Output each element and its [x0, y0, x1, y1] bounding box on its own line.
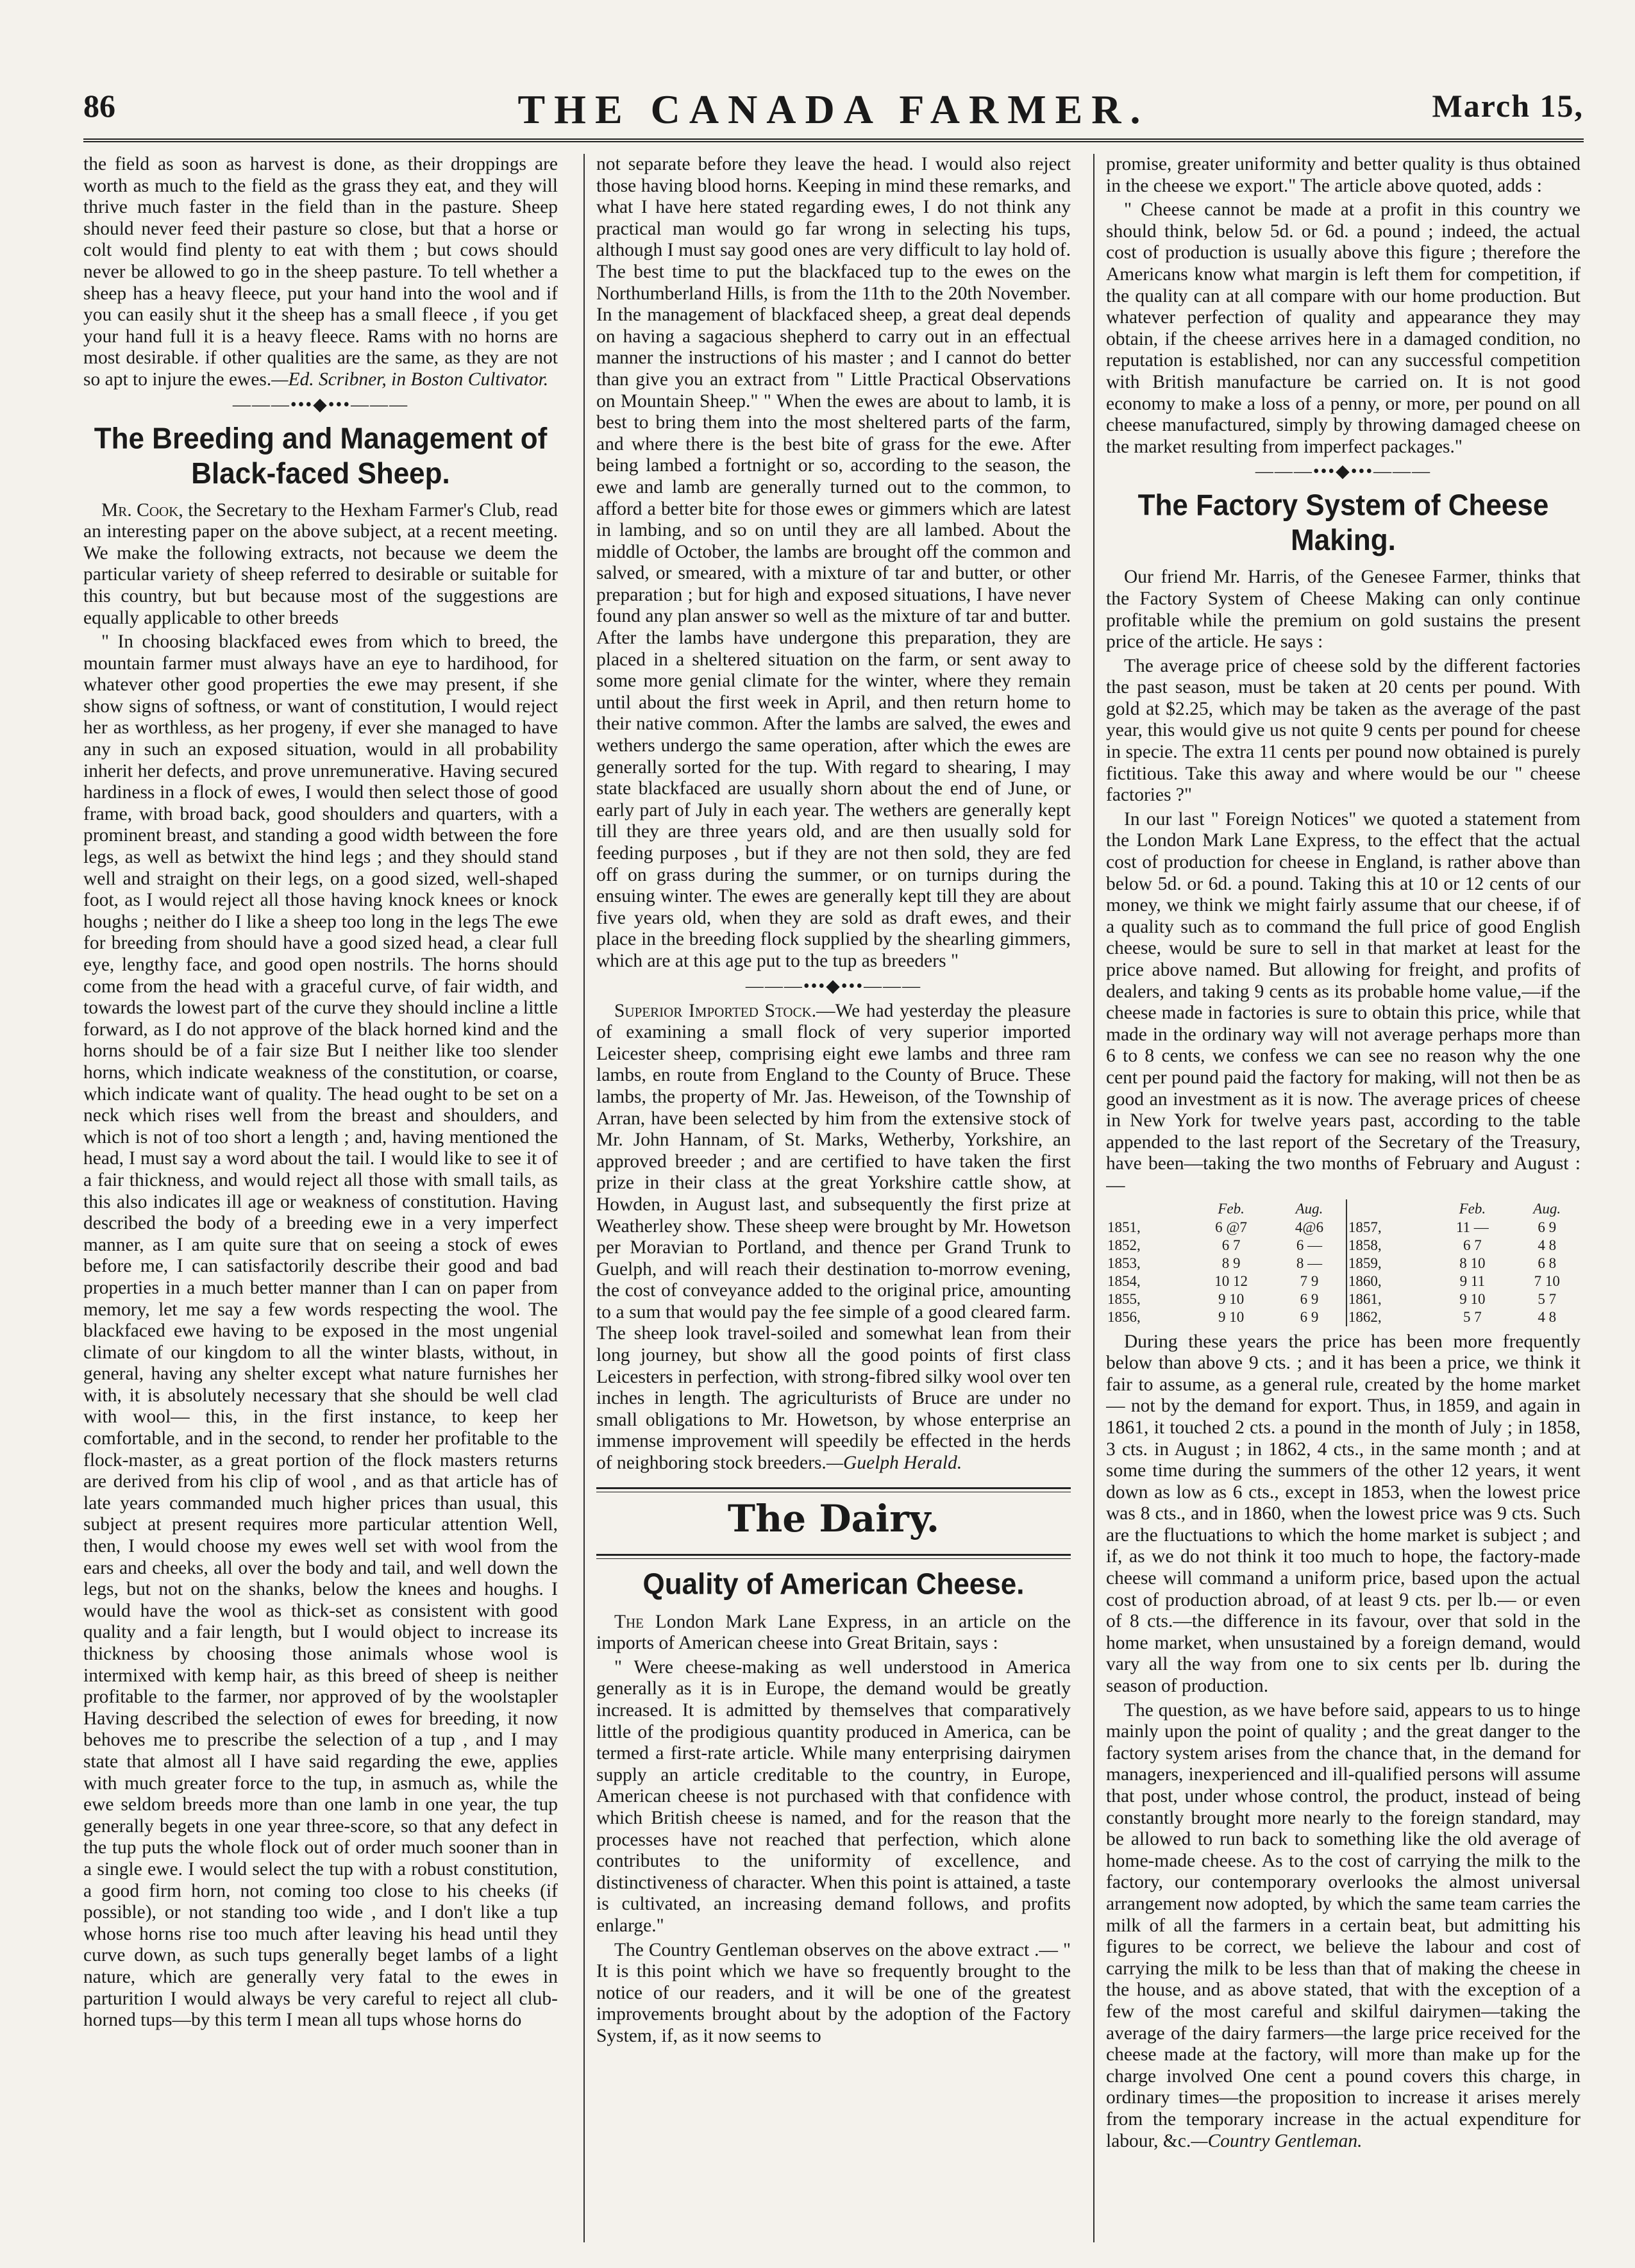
article-source: —Ed. Scribner, in Boston Cultivator.: [271, 369, 549, 390]
column-2: [596, 154, 1071, 2242]
table-cell: 5 7: [1463, 1308, 1482, 1325]
table-cell: 6 7: [1463, 1237, 1482, 1253]
table-cell: 1858,: [1348, 1237, 1382, 1253]
table-cell: 6 —: [1273, 1237, 1346, 1255]
table-cell: 1854,: [1107, 1272, 1141, 1289]
table-cell: 1859,: [1348, 1255, 1382, 1271]
section-ornament: ———•••◆•••———: [745, 976, 922, 996]
table-cell: 1862,: [1348, 1308, 1382, 1325]
article-heading: The Breeding and Management of Black-faced Sheep.: [94, 421, 548, 490]
table-cell: 4 8: [1538, 1237, 1557, 1253]
page-header: [83, 77, 1584, 142]
table-row: [1106, 1237, 1581, 1255]
article-paragraph: " Cheese cannot be made at a profit in this country we should think, below 5d. or 6d. a pound ; indeed, the actual cost of production is usually above this figure ; therefore the Americans know what margin is left them for competition, if the quality can at all compare with our home production. But whatever perfection of quality and appearance they may obtain, if the cheese arrives here in a damaged condition, no reputation is established, nor can any successful competition with British manufacture be carried on. It is not good economy to make a loss of a penny, or more, per pound on all cheese manufactured, simply by throwing damaged cheese on the market resulting from imperfect packages.": [1106, 199, 1581, 457]
table-row: [1106, 1219, 1581, 1237]
table-cell: 9 10: [1218, 1308, 1245, 1325]
article-source: —Guelph Herald.: [826, 1453, 962, 1474]
article-paragraph: [83, 500, 558, 630]
column-3: [1106, 154, 1581, 2242]
article-paragraph: The Country Gentleman observes on the above extract .— " It is this point which we have so frequently brought to the notice of our readers, and it will be one of the greatest improvements brought about by the adoption of the Factory System, if, as it now seems to: [596, 1939, 1071, 2046]
table-header: [1106, 1199, 1189, 1219]
paragraph-text: the Secretary to the Hexham Farmer's Club, read an interesting paper on the above subject, at a recent meeting. We make the following extracts, not because we deem the particular variety of sheep referred to desirable or suitable for this country, but but because most of the suggestions are equally applicable to other breeds: [83, 499, 558, 628]
table-cell: 7 10: [1534, 1272, 1560, 1289]
issue-date: March 15,: [1432, 88, 1584, 124]
table-cell: 9 11: [1459, 1272, 1486, 1289]
table-cell: 1852,: [1107, 1237, 1141, 1253]
column-rule: [1093, 154, 1094, 2242]
table-cell: 8 10: [1459, 1255, 1486, 1271]
table-cell: 9 10: [1459, 1290, 1486, 1307]
article-heading: Quality of American Cheese.: [642, 1567, 1025, 1601]
paragraph-text: —We had yesterday the pleasure of examining a small flock of very superior imported Leicester sheep, comprising eight ewe lambs and three ram lambs, en route from England to the County of Bruce. These lambs, the property of Mr. Jas. Heweison, of the Township of Arran, have been selected by him from the extensive stock of Mr. John Hannam, of St. Marks, Wetherby, Yorkshire, an approved breeder ; and are certified to have taken the first prize in their class at the great Yorkshire cattle show, at Howden, in August last, and subsequently the first prize at Weatherley show. These sheep were brought by Mr. Howetson per Moravian to Portland, and thence per Grand Trunk to Guelph, and will reach their destination to-morrow evening, the cost of conveyance added to the original price, amounting to a sum that would pay the fee simple of a good cleared farm. The sheep look travel-soiled and somewhat lean from their long journey, but show all the good points of first class Leicesters in perfection, with strong-fibred silky wool over ten inches in length. The agriculturists of Bruce are under no small obligations to Mr. Howetson, by whose enterprise an immense improvement will speedily be effected in the herds of neighboring stock breeders.: [596, 1000, 1071, 1474]
table-cell: 1856,: [1107, 1308, 1141, 1325]
table-cell: 1861,: [1348, 1290, 1382, 1307]
table-cell: 6 9: [1273, 1290, 1346, 1308]
paragraph-text: The question, as we have before said, appears to us to hinge mainly upon the point of quality ; and the great danger to the factory system arises from the chance that, in the demand for managers, inexperienced and ill-qualified persons will assume that post, under whose control, the product, instead of being constantly brought more nearly to the foreign standard, may be allowed to run back to something like the old average of home-made cheese. As to the cost of carrying the milk to the factory, our contemporary overlooks the almost universal arrangement now adopted, by which the same team carries the milk of all the farmers in a certain beat, but admitting his figures to be correct, we believe the labour and cost of carrying the milk to be less than that of making the cheese in the house, and as above stated, that with the exception of a few of the most careful and skilful dairymen—taking the average of the dairy farmers—the large price received for the cheese made at the factory, will more than make up for the charge involved One cent a pound covers this charge, in ordinary times—the proposition to increase it arises merely from the temporary increase in the actual expenditure for labour, &c.: [1106, 1699, 1581, 2151]
table-cell: 6 8: [1538, 1255, 1557, 1271]
table-cell: 6 @7: [1215, 1219, 1248, 1235]
masthead-title: THE CANADA FARMER.: [517, 87, 1150, 132]
table-row: [1106, 1272, 1581, 1290]
article-paragraph: [83, 154, 558, 391]
page-number: 86: [83, 88, 115, 124]
article-paragraph: " Were cheese-making as well understood in America generally as it is in Europe, the demand would be greatly increased. It is admitted by themselves that comparatively little of the prodigious quantity produced in America, can be termed a first-rate article. While many enterprising dairymen supply an article creditable to the country, in Europe, American cheese is not purchased with that confidence with which British cheese is named, and for the reason that the processes have not reached that perfection, which alone contributes to the uniformity of excellence, and distinctiveness of character. When this point is attained, a taste is cultivated, an increasing demand follows, and profits enlarge.": [596, 1656, 1071, 1936]
table-cell: 6 9: [1273, 1308, 1346, 1326]
table-cell: 4@6: [1273, 1219, 1346, 1237]
cheese-price-table: [1106, 1199, 1581, 1326]
table-cell: 4 8: [1538, 1308, 1557, 1325]
section-title-dairy: The Dairy.: [727, 1496, 940, 1540]
lead-in: Mr. Cook,: [101, 499, 183, 521]
table-cell: 1855,: [1107, 1290, 1141, 1307]
table-cell: 9 10: [1218, 1290, 1245, 1307]
article-paragraph: promise, greater uniformity and better quality is thus obtained in the cheese we export." The article above quoted, adds :: [1106, 154, 1581, 196]
section-rule: [596, 1487, 1071, 1492]
table-header: Aug.: [1533, 1200, 1561, 1217]
section-ornament: ———•••◆•••———: [232, 394, 409, 415]
column-rule: [583, 154, 585, 2242]
section-ornament: ———•••◆•••———: [1255, 462, 1432, 482]
article-heading: The Factory System of Cheese Making.: [1137, 488, 1549, 557]
article-paragraph: [596, 1001, 1071, 1474]
table-cell: 1851,: [1107, 1219, 1141, 1235]
table-cell: 5 7: [1538, 1290, 1557, 1307]
lead-in: Superior Imported Stock.: [614, 1000, 817, 1021]
table-header: Feb.: [1459, 1200, 1486, 1217]
table-cell: 11 —: [1455, 1219, 1489, 1235]
article-paragraph: In our last " Foreign Notices" we quoted a statement from the London Mark Lane Express, to the effect that the actual cost of production for cheese in England, is rather above than below 5d. or 6d. a pound. Taking this at 10 or 12 cents of our money, we think we might fairly assume that our cheese, if of a quality such as to command the full price of good English cheese, would be sure to sell in that market at least for the price above named. But allowing for freight, and profits of dealers, and taking 9 cents as its probable home value,—if the cheese made in factories is sure to obtain this price, while that made in the ordinary way will not average perhaps more than 6 to 8 cents, we confess we can see no reason why the one cent per pound paid the factory for making, will not then be as good an investment as it is now. The average prices of cheese in New York for twelve years past, according to the table appended to the last report of the Secretary of the Treasury, have been—taking the two months of February and August :—: [1106, 808, 1581, 1196]
table-row: [1106, 1255, 1581, 1272]
paragraph-text: London Mark Lane Express, in an article on the imports of American cheese into Great Britain, says :: [596, 1611, 1071, 1654]
table-cell: 1853,: [1107, 1255, 1141, 1271]
table-cell: 10 12: [1214, 1272, 1248, 1289]
table-cell: 1857,: [1348, 1219, 1382, 1235]
article-paragraph: During these years the price has been more frequently below than above 9 cts. ; and it has been a price, we think it fair to assume, as a general rule, created by the home market— not by the demand for export. Thus, in 1859, and again in 1861, it touched 2 cts. a pound in the month of July ; in 1858, 3 cts. in August ; in 1862, 4 cts., in the same month ; and at some time during the summers of the other 12 years, it went down as low as 6 cts., except in 1853, when the lowest price was 8 cts., and in 1860, when the lowest price was 9 cts. Such are the fluctuations to which the home market is subject ; and if, as we do not think it too much to hope, the factory-made cheese will command a uniform price, based upon the actual cost of production abroad, of at least 9 cts. per lb.— or even of 8 cts.—the difference in its favour, over that sold in the home market, when unsustained by a foreign demand, would vary all the way from one to six cents per lb. during the season of production.: [1106, 1331, 1581, 1697]
table-cell: 7 9: [1273, 1272, 1346, 1290]
table-header: [1346, 1199, 1431, 1219]
table-cell: 6 7: [1221, 1237, 1241, 1253]
table-cell: 1860,: [1348, 1272, 1382, 1289]
column-1: [83, 154, 558, 2242]
table-header: Aug.: [1273, 1199, 1346, 1219]
section-rule: [596, 1554, 1071, 1559]
table-row: [1106, 1308, 1581, 1326]
article-paragraph: " In choosing blackfaced ewes from which to breed, the mountain farmer must always have an eye to hardihood, for whatever other good properties the ewe may present, if she show signs of softness, or want of constitution, I would reject her as worthless, as her progeny, if ever she managed to have any in such an exposed situation, would in all probability inherit her defects, and prove unremunerative. Having secured hardiness in a flock of ewes, I would then select those of good frame, with broad back, good shoulders and quarters, with a prominent breast, and standing a good width between the fore legs, as well as betwixt the hind legs ; and they should stand well and straight on their legs, on a good sized, well-shaped foot, as I would reject all those having knock knees or knock houghs ; neither do I like a sheep too long in the legs The ewe for breeding from should have a good sized head, a clear full eye, lengthy face, and good open nostrils. The horns should come from the head with a graceful curve, of fair width, and towards the lowest part of the curve they should incline a little forward, as I do not approve of the black horned kind and the horns should be of a fair size But I neither like too slender horns, which indicate weakness of the constitution, or coarse, which indicate want of quality. The head ought to be set on a neck which rises well from the breast and shoulders, and which is not of too short a length ; and, having mentioned the head, I must say a word about the tail. I would like to see it of a fair thickness, and would reject all those with small tails, as this also indicates ill age or weakness of constitution. Having described the body of a breeding ewe in a very imperfect manner, as I am quite sure that on seeing a stock of ewes before me, I can satisfactorily describe their good and bad properties in a much better manner than I can on paper from memory, let me say a few words respecting the wool. The blackfaced ewe having to be exposed in the most ungenial climate of our kingdom to all the winter blasts, without, in general, having any shelter except what nature furnishes her with, it is absolutely necessary that she should be well clad with wool— this, in the first instance, to keep her comfortable, and in the second, to render her profitable to the flock-master, as a great portion of the flock masters returns are derived from his clip of wool , and as that article has of late years commanded much higher prices than usual, this subject at present requires more particular attention Well, then, I would choose my ewes well set with wool from the ears and cheeks, all over the body and tail, and well down the legs, but not on the shanks, below the knees and houghs. I would have the wool as thick-set as consistent with good quality and a fair length, but I would object to increase its thickness by choosing those animals whose wool is intermixed with kemp hair, as this breed of sheep is neither profitable to the farmer, nor approved of by the woolstapler Having described the selection of ewes for breeding, it now behoves me to prescribe the selection of a tup , and I may state that almost all I have said regarding the ewe, applies with much greater force to the tup, in asmuch as, while the ewe seldom breeds more than one lamb in one year, the tup generally begets in one year three-score, so that any defect in the tup puts the whole flock out of order much sooner than in a single ewe. I would select the tup with a robust constitution, a good firm horn, not coming too close to his cheeks (if possible), or not standing too wide , and I don't like a tup whose horns rise too much after leaving his head until they curve down, as such tups generally beget lambs of a light nature, which are generally very fatal to the ewes in parturition I would always be very careful to reject all club-horned tups—by this term I mean all tups whose horns do: [83, 631, 558, 2031]
paragraph-text: the field as soon as harvest is done, as their droppings are worth as much to the field as the grass they eat, and they will thrive much faster in the field than in the pasture. Sheep should never feed their pasture so close, but that a horse or colt would find plenty to eat with them ; but cows should never be allowed to go in the sheep pasture. To tell whether a sheep has a heavy fleece, put your hand into the wool and if you can easily shut it the sheep has a small fleece , if you get your hand full it is a heavy fleece. Rams with no horns are most desirable. if other qualities are the same, as they are not so apt to injure the ewes.: [83, 154, 558, 390]
table-cell: 6 9: [1538, 1219, 1557, 1235]
article-paragraph: Our friend Mr. Harris, of the Genesee Farmer, thinks that the Factory System of Cheese Making can only continue profitable while the premium on gold sustains the present price of the article. He says :: [1106, 567, 1581, 653]
article-paragraph: [1106, 1700, 1581, 2152]
table-row: [1106, 1290, 1581, 1308]
lead-in: The: [614, 1611, 644, 1632]
table-cell: 8 —: [1273, 1255, 1346, 1272]
article-paragraph: The average price of cheese sold by the different factories the past season, must be taken at 20 cents per pound. With gold at $2.25, which may be taken as the average of the past year, this would give us not quite 9 cents per pound for cheese in specie. The extra 11 cents per pound now obtained is purely fictitious. Take this away and where would be our " cheese factories ?": [1106, 655, 1581, 806]
article-paragraph: not separate before they leave the head. I would also reject those having blood horns. Keeping in mind these remarks, and what I have here stated regarding ewes, I do not think any practical man would go far wrong in selecting his tups, although I must say good ones are very difficult to lay hold of. The best time to put the blackfaced tup to the ewes on the Northumberland Hills, is from the 11th to the 20th November. In the management of blackfaced sheep, a great deal depends on having a sagacious shepherd to carry out in an effectual manner the instructions of his master ; and I cannot do better than give you an extract from " Little Practical Observations on Mountain Sheep." " When the ewes are about to lamb, it is best to bring them into the most sheltered parts of the farm, and where there is the best bite of grass for the ewe. After being lambed a fortnight or so, according to the season, the ewe and lamb are generally turned out to the common, to afford a better bite for those ewes or gimmers which are latest in lambing, and so on until they are all lambed. About the middle of October, the lambs are brought off the common and salved, or smeared, with a mixture of tar and butter, or other preparation ; but for high and exposed situations, I have never found any plan answer so well as the mixture of tar and butter. After the lambs have undergone this preparation, they are placed in a sheltered situation on the farm, or sent away to some more genial climate for the winter, where they remain until about the first week in April, and then return home to their native common. After the lambs are salved, the ewes and wethers undergo the same operation, after which the ewes are generally sorted for the tup. With regard to shearing, I may state blackfaced are usually shorn about the end of June, or early part of July in each year. The wethers are generally kept till they are three years old, and are then usually sold for feeding purposes , but if they are not then sold, they are fed off on grass during the summer, or on turnips during the ensuing winter. The ewes are generally kept till they are about five years old, when they are sold as draft ewes, and their place in the breeding flock supplied by the shearling gimmers, which are at this age put to the tup as breeders ": [596, 154, 1071, 971]
article-paragraph: [596, 1612, 1071, 1655]
table-cell: 8 9: [1221, 1255, 1241, 1271]
article-source: —Country Gentleman.: [1191, 2130, 1363, 2151]
table-header: Feb.: [1218, 1200, 1245, 1217]
table-header-row: [1106, 1199, 1581, 1219]
